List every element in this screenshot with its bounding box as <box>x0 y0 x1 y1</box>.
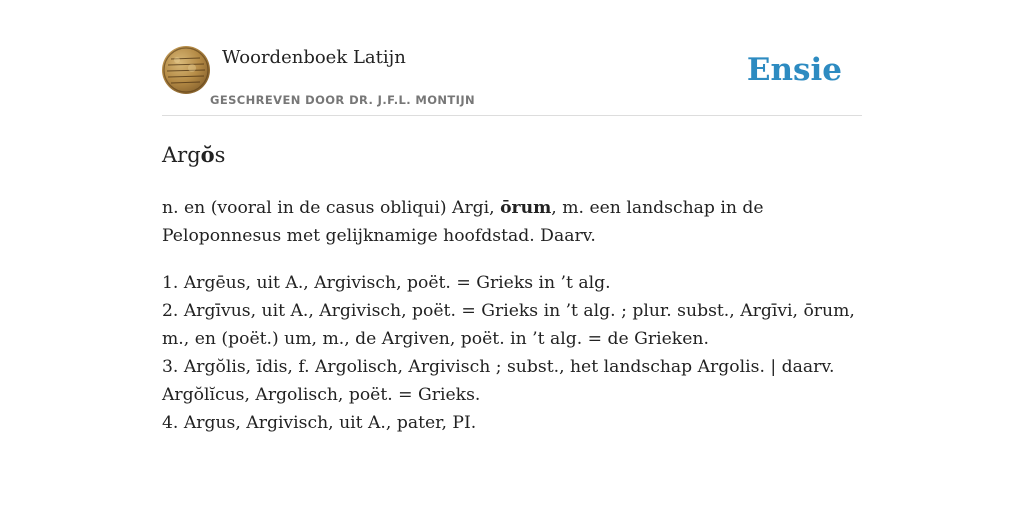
definition-bold-form: ōrum <box>500 198 552 218</box>
definition-start: n. en (vooral in de casus obliqui) Argi, <box>162 198 501 218</box>
dictionary-title[interactable]: Woordenboek Latijn <box>222 47 406 68</box>
headword-end: s <box>214 143 226 167</box>
entry-headword <box>162 139 866 171</box>
headword-accent: ŏ <box>200 142 215 167</box>
derived-form-item: 4. Argus, Argivisch, uit A., pater, PI. <box>162 413 477 433</box>
entry-definition <box>162 194 866 250</box>
headword-start: Arg <box>162 143 201 167</box>
derived-forms-list <box>162 269 866 437</box>
author-byline: GESCHREVEN DOOR DR. J.F.L. MONTIJN <box>210 93 476 107</box>
entry-content <box>162 139 866 437</box>
ensie-brand-link[interactable]: Ensie <box>746 52 842 88</box>
coin-logo-icon[interactable] <box>162 46 210 94</box>
derived-form-item: 1. Argēus, uit A., Argivisch, poët. = Grieks in ’t alg. <box>162 273 611 293</box>
derived-form-item: 3. Argŏlis, īdis, f. Argolisch, Argivisch ; subst., het landschap Argolis. | daarv. Argŏlĭcus, Argolisch, poët. = Grieks. <box>162 357 835 405</box>
definition-end: , m. een landschap in de Peloponnesus met gelijknamige hoofdstad. Daarv. <box>162 198 764 246</box>
page-header <box>162 46 862 116</box>
derived-form-item: 2. Argīvus, uit A., Argivisch, poët. = Grieks in ’t alg. ; plur. subst., Argīvi, ōrum, m., en (poët.) um, m., de Argiven, poët. in ’t alg. = de Grieken. <box>162 301 855 349</box>
